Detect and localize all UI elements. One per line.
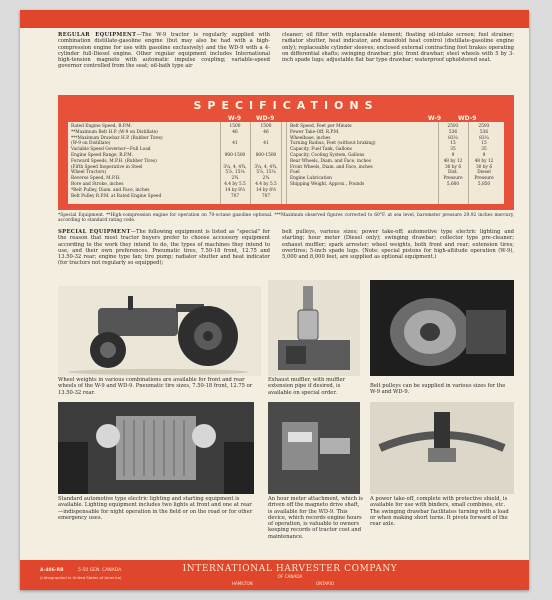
- lighting-image: [58, 402, 254, 494]
- spec-value-w9: 3¼, 4, 4¾,: [223, 164, 247, 170]
- spec-value-w9: 2¾: [231, 176, 239, 182]
- spec-value-wd9: 83¼: [479, 135, 489, 141]
- spec-row-label: Power Take-Off, R.P.M.: [290, 129, 340, 135]
- company-name: INTERNATIONAL HARVESTER COMPANY: [182, 564, 398, 574]
- spec-row-label: Capacity, Fuel Tank, Gallons: [290, 147, 352, 153]
- special-equipment-left: [58, 229, 270, 267]
- spec-value-wd9: 5,850: [477, 182, 491, 187]
- caption-belt-pulley: Belt pulleys can be supplied in various sizes for the W-9 and WD-9.: [370, 383, 506, 396]
- spec-row-label: Wheel Tractors): [71, 170, 107, 176]
- spec-value-w9: 46: [232, 129, 238, 135]
- spec-row-label: Rear Wheels, Diam. and Face, inches: [290, 158, 371, 164]
- lithographed-note: (Lithographed in United States of America): [40, 575, 122, 580]
- belt-pulley-image: [370, 280, 514, 376]
- spec-row-label: Front Wheels, Diam. and Face, inches: [290, 164, 373, 170]
- spec-value-w9: 1500: [229, 124, 241, 129]
- spec-row-label: **Maximum Belt H.P. (W-9 on Distillate): [71, 129, 158, 135]
- col-header-wd9-left: WD-9: [256, 115, 275, 122]
- spec-value-wd9: 536: [479, 129, 489, 135]
- photo-belt-pulley: [370, 280, 514, 376]
- spec-value-wd9: 41: [263, 141, 269, 147]
- spec-value-wd9: 2¾: [262, 176, 270, 182]
- spec-row-label: Shipping Weight, Approx., Pounds: [290, 182, 365, 187]
- regular-equipment-text-left: —The W-9 tractor is regularly supplied with combination distillate-gasoline engine (but may also be had with a high-compression engine for use with gasoline exclusively) and the WD-9 with a 4-cylinder full-Diesel engine. Other regular equipment includes International high-tension magneto with automatic impulse coupling; variable-speed governor controlled from the seat; oil-bath type air: [58, 32, 270, 70]
- regular-equipment-left: [58, 32, 270, 70]
- specifications-table: [68, 122, 504, 204]
- caption-exhaust-muffler: Exhaust muffler, with muffler extension pipe if desired, is available on special order.: [268, 377, 346, 396]
- spec-value-w9: 9: [451, 153, 455, 158]
- spec-value-wd9: 14 by 8½: [255, 187, 277, 193]
- province-ontario: ONTARIO: [316, 581, 335, 586]
- spec-row-label: Belt Speed, Feet per Minute: [290, 124, 352, 129]
- photo-power-take-off: [370, 402, 514, 494]
- photo-hour-meter: [268, 402, 360, 494]
- spec-value-w9: 15: [450, 141, 456, 147]
- spec-row-label: Variable Speed Governor—Full Load: [71, 147, 151, 153]
- photo-electric-lighting: [58, 402, 254, 494]
- specifications-panel: [58, 95, 514, 210]
- spec-value-wd9: 707: [261, 193, 271, 199]
- caption-electric-lighting: Standard automotive type electric lighting and starting equipment is available. Lighting equipment includes two lights at front and one at rear—indispensable for night operation in the field or on the road or for other emergency uses.: [58, 496, 253, 521]
- spec-value-w9: Pressure: [443, 176, 463, 182]
- brochure-page: [20, 10, 529, 590]
- spec-row-label: (W-9 on Distillate): [71, 141, 111, 147]
- spec-row-label: Fuel: [290, 170, 300, 176]
- spec-row-label: Bore and Stroke, inches: [71, 182, 124, 187]
- spec-row-label: Capacity, Cooling System, Gallons: [290, 153, 365, 158]
- spec-value-w9: 41: [232, 141, 238, 147]
- spec-value-w9: 4.4 by 5.5: [224, 182, 246, 187]
- spec-value-w9: 35: [450, 147, 456, 153]
- col-header-w9-left: W-9: [228, 115, 242, 122]
- spec-value-wd9: 4.4 by 5.5: [255, 182, 277, 187]
- top-red-band: [20, 10, 529, 28]
- spec-row-label: *Belt Pulley, Diam. and Face, inches: [71, 187, 150, 193]
- col-header-w9-right: W-9: [428, 115, 442, 122]
- regular-equipment-right: cleaner; oil filter with replaceable element; floating oil-intake screen; fuel strainer; radiator shutter, heat indicator, and manifold heat control (distillate-gasoline engine only); replaceable cylinder sleeves; enclosed external contracting foot brakes operating on differential shafts; swinging drawbar; pto; front drawbar; steel wheels with 5 by 3-inch spade lugs; adjustable flat bar type drawbar; waterproof upholstered seat.: [282, 32, 514, 64]
- special-equipment-heading: SPECIAL EQUIPMENT: [58, 229, 131, 235]
- spec-value-w9: 707: [230, 193, 240, 199]
- photo-tractor-wheel-weights: [58, 286, 261, 376]
- spec-value-wd9: 5⅞, 15¼: [256, 170, 276, 176]
- spec-value-wd9: 2593: [478, 124, 490, 129]
- spec-value-w9: 536: [448, 129, 458, 135]
- spec-value-w9: 5,600: [446, 182, 460, 187]
- spec-value-wd9: Diesel: [477, 170, 491, 176]
- spec-value-w9: 900-1500: [224, 153, 246, 158]
- spec-value-wd9: 46: [263, 129, 269, 135]
- spec-value-wd9: 3¼, 4, 4¾,: [254, 164, 278, 170]
- divider: [468, 122, 469, 204]
- spec-row-label: Rated Engine Speed, R.P.M.: [71, 124, 133, 129]
- spec-row-label: Turning Radius, Feet (without braking): [290, 141, 376, 147]
- caption-power-take-off: A power take-off, complete with protective shield, is available for use with binders, small combines, etc. The swinging drawbar facilitates turning with a load or when making short turns. It pivots forward of the rear axle.: [370, 496, 509, 528]
- caption-wheel-weights: Wheel weights in various combinations are available for front and rear wheels of the W-9 and WD-9. Pneumatic tire sizes, 7.50-18 front, 12.75 or 13.50-32 rear.: [58, 377, 253, 396]
- photo-exhaust-muffler: [268, 280, 360, 376]
- spec-row-label: (Fifth Speed Inoperative in Steel: [71, 164, 143, 170]
- footer-red-band: [20, 560, 529, 590]
- spec-row-label: Forward Speeds, M.P.H. (Rubber Tires): [71, 158, 157, 164]
- divider: [250, 122, 251, 204]
- special-equipment-right: belt pulleys, various sizes; power take-off; automotive type electric lighting and starting; hour meter (Diesel only); swinging drawbar; collector type pre-cleaner; exhaust muffler; spark arrester; wheel weights, both front and rear; extension tires; overtires; 5-inch spade lugs. (Note: special pistons for high-altitude operation (W-9), 5,000 and 8,000 feet, are supplied as optional equipment.): [282, 229, 514, 261]
- spec-row-label: Belt Pulley R.P.M. at Rated Engine Speed: [71, 193, 162, 199]
- spec-value-wd9: 30 by 6: [475, 164, 493, 170]
- spec-value-w9: 14 by 8½: [224, 187, 246, 193]
- hour-meter-image: [268, 402, 360, 494]
- spec-value-w9: 83¼: [448, 135, 458, 141]
- spec-value-w9: 30 by 6: [444, 164, 462, 170]
- divider: [286, 122, 287, 204]
- company-country: OF CANADA: [277, 574, 303, 579]
- spec-value-wd9: 1500: [260, 124, 272, 129]
- pto-image: [370, 402, 514, 494]
- spec-row-label: Reverse Speed, M.P.H.: [71, 176, 121, 182]
- caption-hour-meter: An hour meter attachment, which is driven off the magneto drive shaft, is available for the WD-9. This device, which records engine hours of operation, is valuable to owners keeping records of tractor cost and maintenance.: [268, 496, 363, 540]
- tractor-image: [58, 286, 261, 376]
- spec-value-w9: Dist.: [447, 170, 459, 176]
- form-date: 5-50 GEN. CANADA: [78, 568, 122, 573]
- spec-row-label: ***Maximum Drawbar H.P. (Rubber Tires): [71, 135, 163, 141]
- spec-value-w9: 2593: [447, 124, 459, 129]
- spec-value-w9: 5⅞, 15¼: [225, 170, 245, 176]
- spec-value-wd9: 800-1500: [255, 153, 277, 158]
- spec-footnote: *Special Equipment. **High-compression engine for operation on 70-octane gasoline optional. ***Maximum observed figures corrected to 60°F. at sea level, barometer pressure 29.92 inches mercury, according to standard rating code.: [58, 213, 514, 224]
- divider: [281, 122, 282, 204]
- special-equipment-text-left: —The following equipment is listed as "special" for the reason that most tractor buyers prefer to choose accessory equipment according to the work they intend to do, the types of machines they intend to use, and their own preferences. Pneumatic tires, 7.50-18 front, 12.75 and 13.50-32 rear; engine type fan; tire pump; radiator shutter and heat indicator (for tractors not regularly so equipped);: [58, 229, 270, 267]
- form-code: A-406-RB: [40, 568, 64, 573]
- spec-value-wd9: 9: [482, 153, 486, 158]
- spec-value-wd9: Pressure: [474, 176, 494, 182]
- col-header-wd9-right: WD-9: [458, 115, 477, 122]
- specifications-title: SPECIFICATIONS: [193, 99, 379, 112]
- city-hamilton: HAMILTON: [232, 581, 253, 586]
- spec-value-wd9: 48 by 12: [474, 158, 494, 164]
- regular-equipment-heading: REGULAR EQUIPMENT: [58, 32, 137, 38]
- spec-value-wd9: 15: [481, 141, 487, 147]
- spec-value-w9: 48 by 12: [443, 158, 463, 164]
- spec-row-label: Engine Lubrication: [290, 176, 332, 182]
- muffler-image: [268, 280, 360, 376]
- spec-row-label: Wheelbase, inches: [290, 135, 331, 141]
- spec-value-wd9: 35: [481, 147, 487, 153]
- spec-row-label: Engine Speed Range, R.P.M.: [71, 153, 134, 158]
